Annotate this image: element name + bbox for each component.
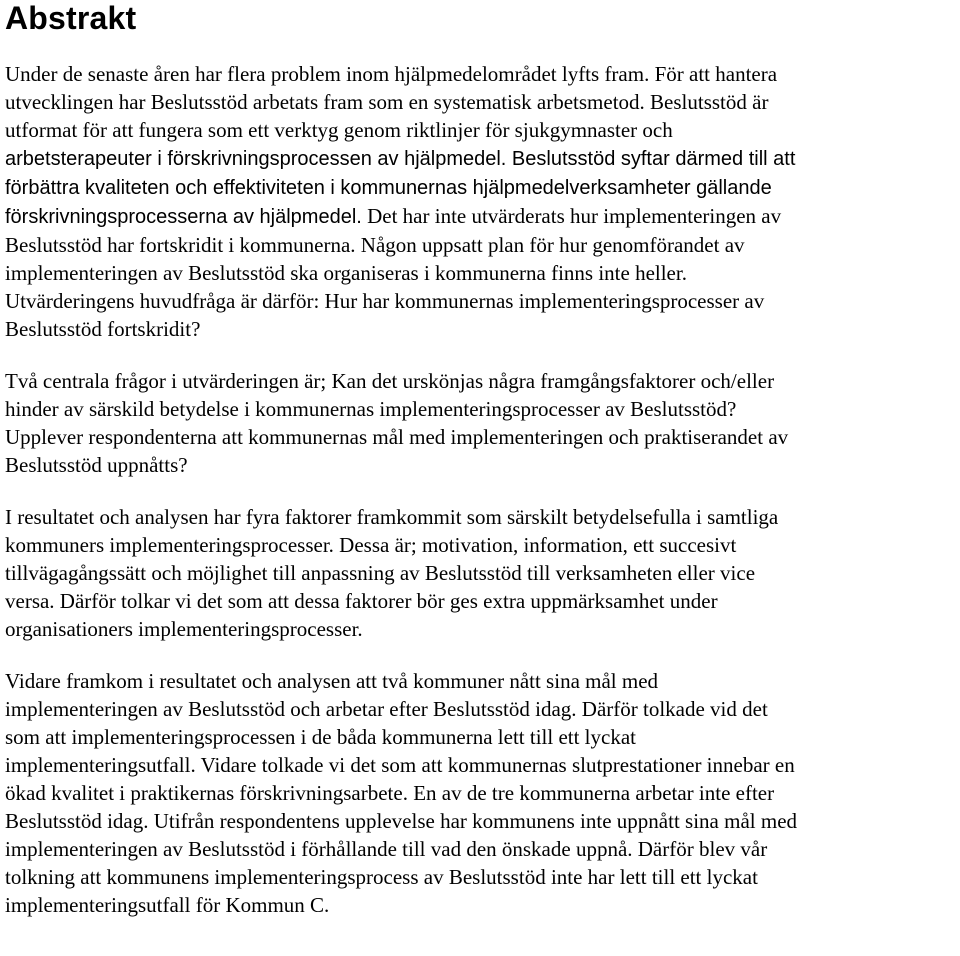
text-line xyxy=(5,891,960,919)
text-line xyxy=(5,60,960,88)
text-line xyxy=(5,315,960,343)
text-run: som att implementeringsprocessen i de båda kommunerna lett till ett lyckat xyxy=(5,725,636,749)
text-run: implementeringsutfall för Kommun C. xyxy=(5,893,330,917)
text-run: Vidare framkom i resultatet och analysen att två kommuner nått sina mål med xyxy=(5,669,659,693)
text-run: Beslutsstöd idag. Utifrån respondentens upplevelse har kommunens inte uppnått sina mål med xyxy=(5,809,798,833)
abstract-paragraph-2 xyxy=(5,367,960,479)
text-run: hinder av särskild betydelse i kommunernas implementeringsprocesser av Beslutsstöd? xyxy=(5,397,737,421)
text-line xyxy=(5,367,960,395)
text-line xyxy=(5,451,960,479)
text-run: arbetsterapeuter i förskrivningsprocessen av hjälpmedel. xyxy=(5,148,507,170)
text-run: Upplever respondenterna att kommunernas mål med implementeringen och praktiserandet av xyxy=(5,425,789,449)
text-line xyxy=(5,779,960,807)
text-run: Två centrala frågor i utvärderingen är; Kan det urskönjas några framgångsfaktorer och/eller xyxy=(5,369,775,393)
text-run: versa. Därför tolkar vi det som att dessa faktorer bör ges extra uppmärksamhet under xyxy=(5,589,718,613)
text-line xyxy=(5,863,960,891)
text-line xyxy=(5,503,960,531)
text-line xyxy=(5,259,960,287)
text-line xyxy=(5,531,960,559)
text-line xyxy=(5,287,960,315)
text-line xyxy=(5,423,960,451)
text-run: tolkning att kommunens implementeringsprocess av Beslutsstöd inte har lett till ett lyckat xyxy=(5,865,758,889)
text-run: Beslutsstöd uppnåtts? xyxy=(5,453,188,477)
text-line xyxy=(5,587,960,615)
abstract-paragraph-4 xyxy=(5,667,960,919)
text-run: Någon uppsatt plan för hur genomförandet av xyxy=(355,233,745,257)
text-run: Under de senaste åren har flera problem inom hjälpmedelområdet lyfts fram. För att hantera xyxy=(5,62,778,86)
text-line xyxy=(5,231,960,259)
text-line xyxy=(5,144,960,173)
text-run: implementeringen av Beslutsstöd i förhållande till vad den önskade uppnå. Därför blev vår xyxy=(5,837,768,861)
text-run: Beslutsstöd syftar därmed till att xyxy=(506,148,796,170)
text-run: implementeringsutfall. Vidare tolkade vi det som att kommunernas slutprestationer innebar en xyxy=(5,753,795,777)
text-line xyxy=(5,173,960,202)
abstract-paragraph-3 xyxy=(5,503,960,643)
text-run: förbättra kvaliteten och effektiviteten i kommunernas hjälpmedelverksamheter gällande xyxy=(5,177,772,199)
abstract-heading: Abstrakt xyxy=(5,0,137,36)
text-run: kommuners implementeringsprocesser. Dessa är; motivation, information, ett succesivt xyxy=(5,533,737,557)
abstract-paragraph-1 xyxy=(5,60,960,343)
text-line xyxy=(5,615,960,643)
text-run: organisationers implementeringsprocesser. xyxy=(5,617,363,641)
text-line xyxy=(5,835,960,863)
text-line xyxy=(5,559,960,587)
text-run: tillvägagångssätt och möjlighet till anpassning av Beslutsstöd till verksamheten eller vice xyxy=(5,561,756,585)
text-run: utformat för att fungera som ett verktyg genom riktlinjer för sjukgymnaster och xyxy=(5,118,673,142)
text-line xyxy=(5,202,960,231)
text-run: implementeringen av Beslutsstöd och arbetar efter Beslutsstöd idag. Därför tolkade vid det xyxy=(5,697,768,721)
text-run: implementeringen av Beslutsstöd ska organiseras i kommunerna finns inte heller. xyxy=(5,261,687,285)
abstract-body xyxy=(5,60,960,919)
text-run: Det har inte utvärderats hur implementeringen av xyxy=(361,204,782,228)
text-run: ökad kvalitet i praktikernas förskrivningsarbete. En av de tre kommunerna arbetar inte efter xyxy=(5,781,775,805)
text-run: förskrivningsprocesserna av hjälpmedel. xyxy=(5,206,362,228)
text-line xyxy=(5,667,960,695)
text-line xyxy=(5,751,960,779)
text-run: Beslutsstöd har fortskridit i kommunerna. xyxy=(5,233,356,257)
text-run: I resultatet och analysen har fyra faktorer framkommit som särskilt betydelsefulla i samtliga xyxy=(5,505,779,529)
text-run: Utvärderingens huvudfråga är därför: Hur har kommunernas implementeringsprocesser av xyxy=(5,289,765,313)
text-line xyxy=(5,807,960,835)
text-line xyxy=(5,723,960,751)
text-line xyxy=(5,695,960,723)
text-line xyxy=(5,88,960,116)
text-line xyxy=(5,116,960,144)
text-run: Beslutsstöd fortskridit? xyxy=(5,317,201,341)
text-line xyxy=(5,395,960,423)
text-run: utvecklingen har Beslutsstöd arbetats fram som en systematisk arbetsmetod. Beslutsstöd är xyxy=(5,90,769,114)
